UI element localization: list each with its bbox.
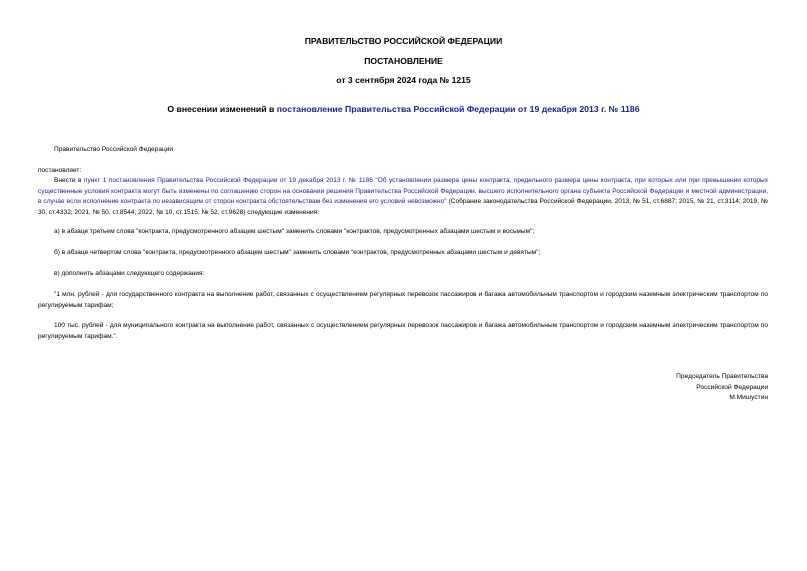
quote-paragraph-1: "1 млн. рублей - для государственного контракта на выполнение работ, связанных с осуществлением регулярных перевозок пассажиров и багажа автомобильным транспортом и городским наземным электрическим транспортом по регулируемым тарифам; — [38, 291, 768, 309]
subject-link-decree-1186[interactable]: постановление Правительства Российской Федерации от 19 декабря 2013 г. № 1186 — [276, 104, 640, 114]
link-point-1-decree-1186[interactable]: пункт 1 постановления Правительства Российской Федерации от 19 декабря 2013 г. № 1186 "Об установлении размера цены контракта, предельного размера цены контракта, при которых или при превышении которых существенные условия контракта могут быть изменены по соглашению сторон на основании решения Правительства Российской Федерации, высшего исполнительного органа субъекта Российской Федерации и местной администрации, в случае если исполнение контракта по независящим от сторон контракта обстоятельствам без изменения его условий невозможно" — [38, 177, 769, 205]
quote-paragraph-2: 100 тыс. рублей - для муниципального контракта на выполнение работ, связанных с осуществлением регулярных перевозок пассажиров и багажа автомобильным транспортом и городским наземным электрическим транспортом по регулируемым тарифам.". — [38, 322, 768, 340]
main-paragraph-suffix: (Собрание законодательства Российской Федерации, 2013, № 51, ст.6887; 2015, № 21, ст.3114; 2019, № 30, ст.4332; 2021, № 50, ст.8544; 2022, № 10, ст.1515; № 52, ст.9628) следующие изменения: — [38, 198, 768, 216]
signature-position-line2: Российской Федерации — [696, 383, 768, 391]
subject-prefix: О внесении изменений в — [167, 104, 277, 114]
signature-position-line1: Председатель Правительства — [676, 373, 768, 380]
document-subject-title — [0, 104, 807, 115]
main-paragraph — [38, 176, 768, 218]
issuer-text: Правительство Российской Федерации — [54, 146, 174, 153]
signature-block — [568, 372, 768, 404]
item-b: б) в абзаце четвертом слова "контракта, предусмотренного абзацем шестым" заменить словами "контрактов, предусмотренных абзацами шестым и девятым"; — [54, 249, 541, 256]
decrees-text: постановляет: — [38, 167, 82, 174]
item-a: а) в абзаце третьем слова "контракта, предусмотренного абзацем шестым" заменить словами "контрактов, предусмотренных абзацами шестым и восьмым"; — [54, 228, 535, 235]
item-c: в) дополнить абзацами следующего содержания: — [54, 270, 205, 277]
document-type-heading: ПОСТАНОВЛЕНИЕ — [364, 56, 443, 66]
document-date-number: от 3 сентября 2024 года № 1215 — [336, 75, 471, 85]
signature-name: М.Мишустин — [729, 394, 768, 401]
government-heading: ПРАВИТЕЛЬСТВО РОССИЙСКОЙ ФЕДЕРАЦИИ — [304, 36, 503, 46]
main-paragraph-prefix: Внести в — [54, 177, 84, 184]
